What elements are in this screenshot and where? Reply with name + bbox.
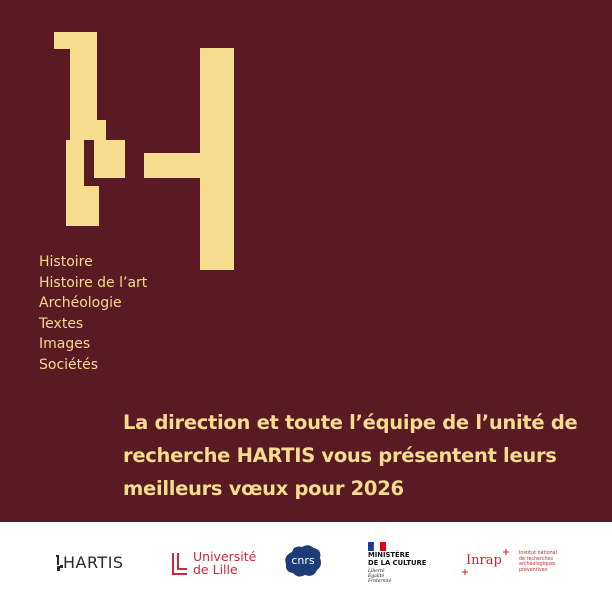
greeting-line: La direction et toute l’équipe de l’unité de bbox=[123, 411, 578, 434]
inrap-desc-line: archéologiques bbox=[519, 562, 556, 568]
motto-line: Fraternité bbox=[368, 579, 392, 584]
lille-word: de Lille bbox=[193, 562, 238, 577]
cnrs-wordmark: cnrs bbox=[291, 554, 315, 567]
discipline-histoire: Histoire bbox=[39, 254, 93, 270]
lille-wordmark bbox=[193, 550, 256, 576]
lille-word: Université bbox=[193, 549, 257, 564]
inrap-desc-line: Institut national bbox=[519, 551, 557, 556]
partner-logos-bar bbox=[0, 522, 612, 600]
discipline-images: Images bbox=[39, 336, 91, 352]
culture-title-line: MINISTÈRE bbox=[368, 551, 410, 559]
hartis-h-logo bbox=[0, 0, 240, 270]
motto-line: Égalité bbox=[368, 574, 385, 579]
inrap-wordmark: Inrap bbox=[466, 553, 502, 568]
culture-title-line: DE LA CULTURE bbox=[368, 558, 427, 567]
inrap-description bbox=[519, 551, 579, 573]
discipline-archeologie: Archéologie bbox=[39, 295, 122, 311]
inrap-desc-line: de recherches bbox=[519, 556, 553, 562]
greeting-message bbox=[123, 406, 603, 505]
hartis-wordmark: HARTIS bbox=[63, 553, 124, 572]
motto-line: Liberté bbox=[368, 569, 385, 574]
republic-motto bbox=[368, 569, 408, 584]
greeting-line: meilleurs vœux pour 2026 bbox=[123, 477, 404, 500]
greeting-line: recherche HARTIS vous présentent leurs bbox=[123, 444, 557, 467]
marianne-flag-icon bbox=[368, 542, 386, 551]
lille-ll-icon bbox=[171, 552, 189, 576]
culture-title bbox=[368, 552, 426, 567]
discipline-histoire-art: Histoire de l’art bbox=[39, 274, 148, 291]
discipline-list bbox=[39, 252, 147, 375]
inrap-desc-line: préventives bbox=[519, 567, 548, 573]
discipline-textes: Textes bbox=[39, 315, 84, 332]
discipline-societes: Sociétés bbox=[39, 356, 99, 373]
